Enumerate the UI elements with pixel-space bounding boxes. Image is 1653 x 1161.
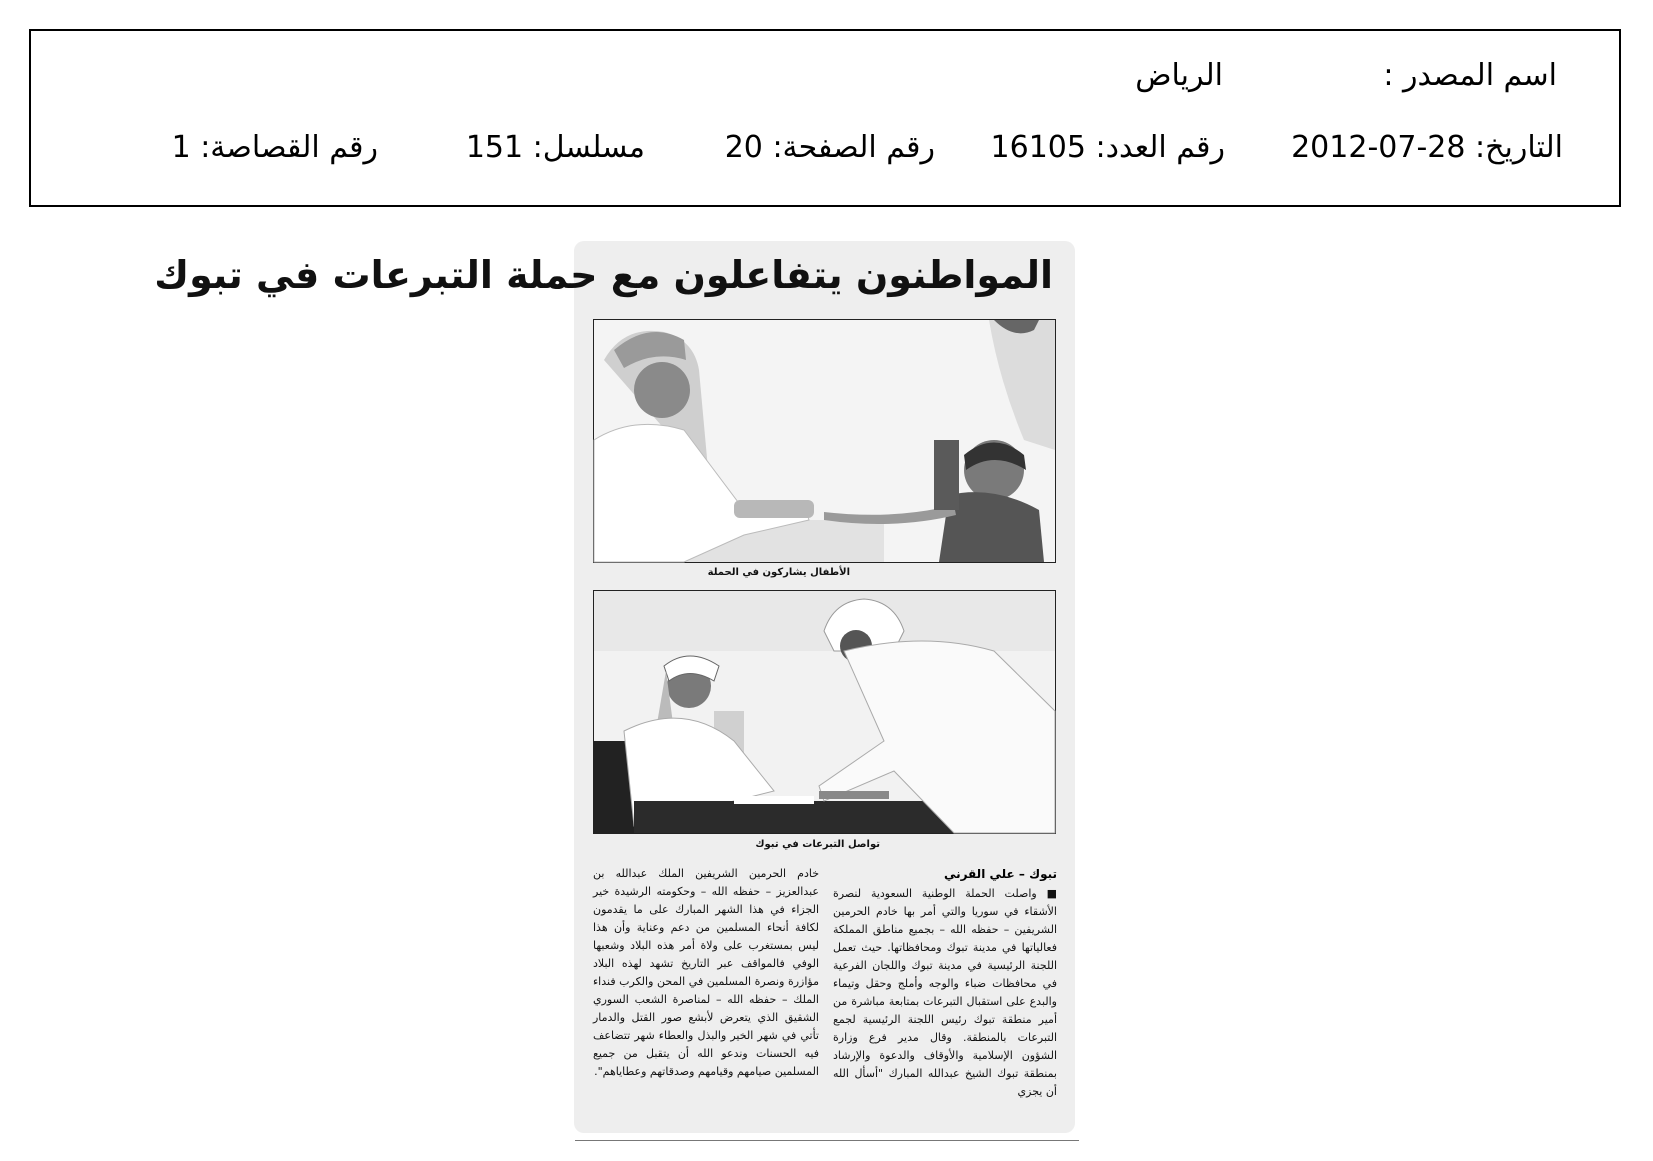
newspaper-clipping <box>154 241 1075 1133</box>
bottom-divider <box>575 1140 1079 1141</box>
photo-donation-desk <box>593 590 1056 834</box>
article-headline: المواطنون يتفاعلون مع حملة التبرعات في تبوك <box>154 253 1053 297</box>
photo-child-donation <box>593 319 1056 563</box>
photo-1-caption: الأطفال يشاركون في الحملة <box>707 567 850 578</box>
source-label: اسم المصدر : <box>1383 58 1557 93</box>
article-column-right-text: ■ واصلت الحملة الوطنية السعودية لنصرة الأشقاء في سوريا والتي أمر بها خادم الحرمين الشريفين – حفظه الله – بجميع مناطق المملكة فعالياتها في مدينة تبوك ومحافظاتها. حيث تعمل اللجنة الرئيسية في مدينة تبوك واللجان الفرعية في محافظات ضباء والوجه وأملج وحقل وتيماء والبدع على استقبال التبرعات بمتابعة مباشرة من أمير منطقة تبوك رئيس اللجنة الرئيسية لجمع التبرعات بالمنطقة. وقال مدير فرع وزارة الشؤون الإسلامية والأوقاف والدعوة والإرشاد بمنطقة تبوك الشيخ عبدالله المبارك "أسأل الله أن يجزي <box>833 887 1057 1098</box>
clipping-number-field: رقم القصاصة: 1 <box>171 130 378 165</box>
date-field: التاريخ: 28-07-2012 <box>1291 130 1563 165</box>
serial-field: مسلسل: 151 <box>465 130 645 165</box>
issue-number-field: رقم العدد: 16105 <box>990 130 1225 165</box>
article-column-right <box>833 885 1057 1101</box>
article-byline: تبوك – علي القرني <box>943 867 1057 881</box>
source-value: الرياض <box>1135 58 1223 93</box>
clipping-metadata-box <box>29 29 1621 207</box>
article-column-left-text: خادم الحرمين الشريفين الملك عبدالله بن عبدالعزيز – حفظه الله – وحكومته الرشيدة خير الجزاء في هذا الشهر المبارك على ما يقدمون لكافة أنحاء المسلمين من دعم وعناية وأن هذا ليس بمستغرب على ولاة أمر هذه البلاد وشعبها الوفي فالمواقف عبر التاريخ تشهد لهذه البلاد مؤازرة ونصرة المسلمين في المحن والكرب فنداء الملك – حفظه الله – لمناصرة الشعب السوري الشقيق الذي يتعرض لأبشع صور القتل والدمار تأتي في شهر الخير والبذل والعطاء شهر تتضاعف فيه الحسنات وندعو الله أن يتقبل من جميع المسلمين صيامهم وقيامهم وصدقاتهم وعطاياهم". <box>593 867 819 1078</box>
photo-donation-desk-image <box>594 591 1055 833</box>
photo-2-caption: تواصل التبرعات في تبوك <box>755 839 880 850</box>
article-column-left <box>593 865 819 1081</box>
photo-child-donation-image <box>594 320 1055 562</box>
page-number-field: رقم الصفحة: 20 <box>724 130 935 165</box>
